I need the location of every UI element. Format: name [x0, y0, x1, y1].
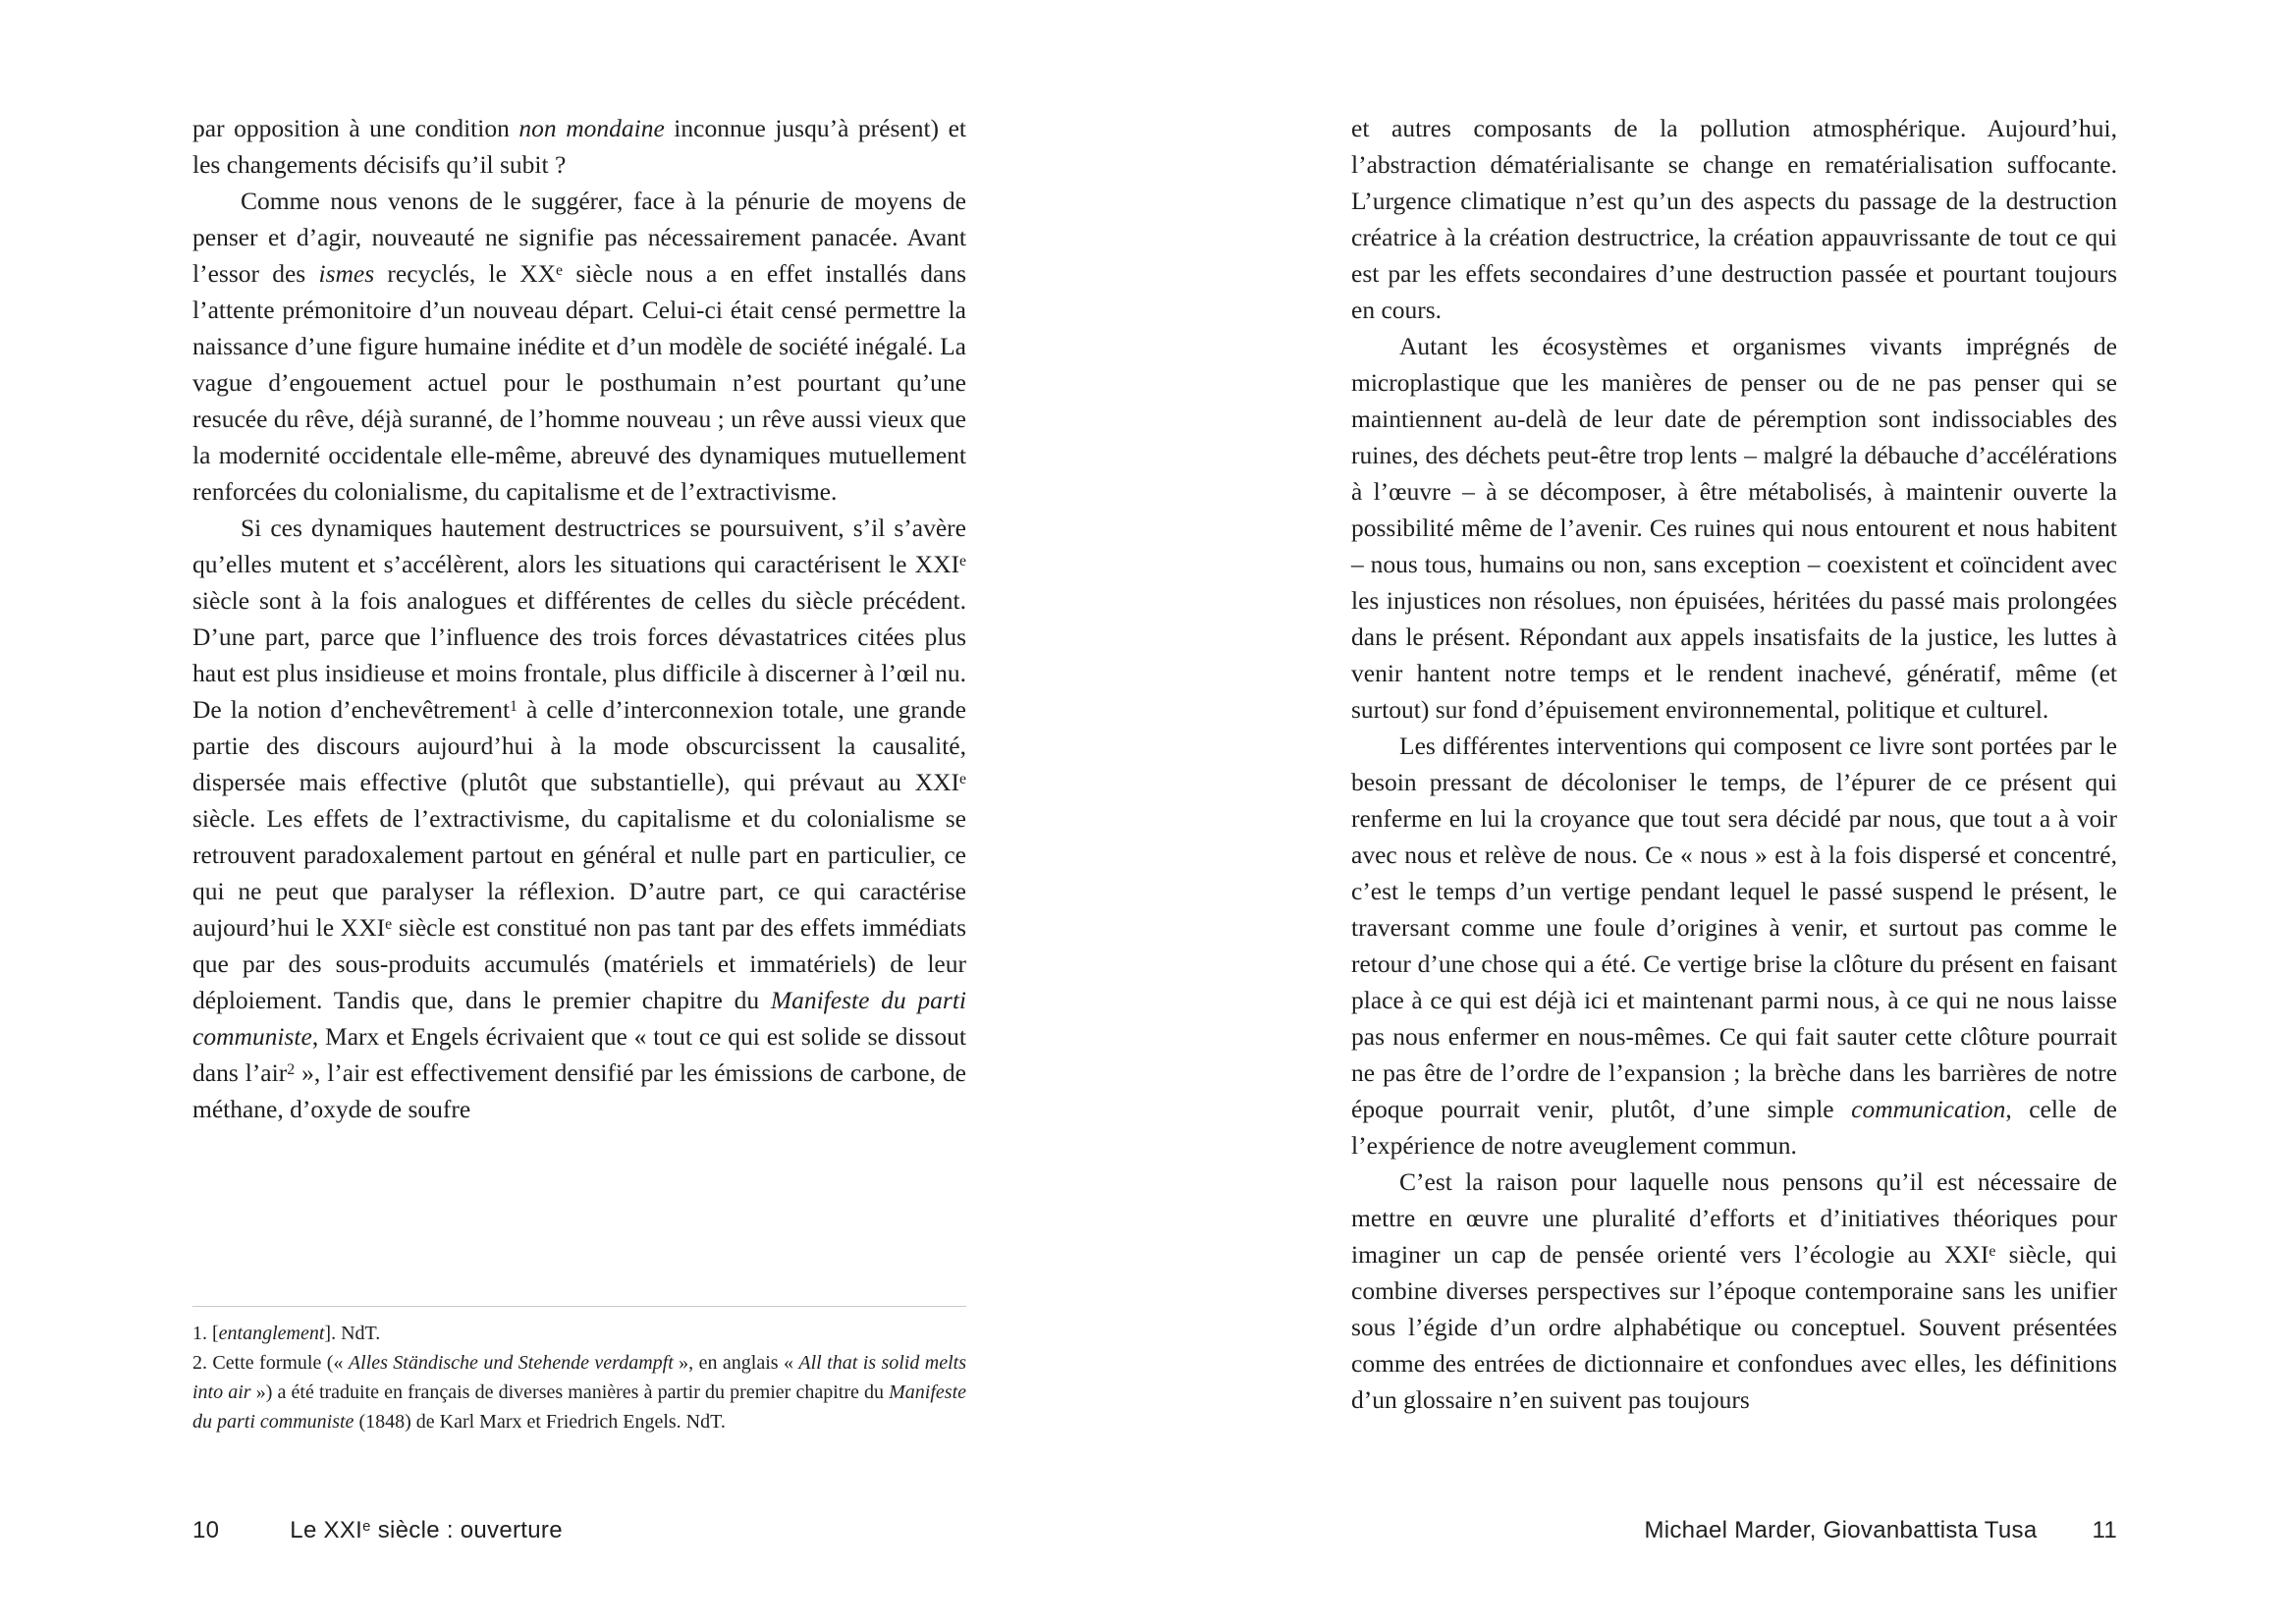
page-number-right: 11	[2092, 1517, 2117, 1543]
body-paragraph	[1351, 728, 2117, 1164]
text-run: ») a été traduite en français de diverses manières à partir du premier chapitre du	[250, 1381, 890, 1403]
italic-run: Alles Ständische und Stehende verdampft	[348, 1352, 674, 1374]
left-running-footer	[192, 1517, 563, 1544]
text-run: , Marx et Engels écrivaient que « tout ce qui est solide se dissout dans l’air	[192, 1022, 966, 1087]
text-run: et autres composants de la pollution atmosphérique. Aujourd’hui, l’abstraction dématérialisante se change en rematérialisation suffocante. L’urgence climatique n’est qu’un des aspects du passage de la destruction créatrice à la création destructrice, la création appauvrissante de tout ce qui est par les effets secondaires d’une destruction passée et pourtant toujours en cours.	[1351, 114, 2117, 324]
text-run: siècle nous a en effet installés dans l’attente prémonitoire d’un nouveau départ. Celui-ci était censé permettre la naissance d’une figure humaine inédite et d’un modèle de société inégalé. La vague d’engouement actuel pour le posthumain n’est pourtant qu’une resucée du rêve, déjà suranné, de l’homme nouveau ; un rêve aussi vieux que la modernité occidentale elle-même, abreuvé des dynamiques mutuellement renforcées du colonialisme, du capitalisme et de l’extractivisme.	[192, 259, 966, 506]
italic-run: Manifeste du parti communiste	[192, 986, 966, 1051]
body-paragraph	[1351, 1164, 2117, 1418]
page-number-left: 10	[192, 1517, 220, 1543]
footnote	[192, 1348, 966, 1436]
body-paragraph	[192, 510, 966, 1127]
text-run: ]. NdT.	[324, 1323, 381, 1344]
text-run: 1. [	[192, 1323, 219, 1344]
right-text-column	[1351, 110, 2117, 1418]
text-run: siècle : ouverture	[370, 1517, 563, 1543]
superscript-run: e	[1989, 1242, 1996, 1260]
text-run: Les différentes interventions qui composent ce livre sont portées par le besoin pressant de décoloniser le temps, de l’épurer de ce présent qui renferme en lui la croyance que tout sera décidé par nous, que tout a à voir avec nous et relève de nous. Ce « nous » est à la fois dispersé et concentré, c’est le temps d’un vertige pendant lequel le passé suspend le présent, le traversant comme une foule d’origines à venir, et surtout pas comme le retour d’une chose qui a été. Ce vertige brise la clôture du présent en faisant place à ce qui est déjà ici et maintenant parmi nous, à ce qui ne nous laisse pas nous enfermer en nous-mêmes. Ce qui fait sauter cette clôture pourrait ne pas être de l’ordre de l’expansion ; la brèche dans les barrières de notre époque pourrait venir, plutôt, d’une simple	[1351, 731, 2117, 1123]
text-run: , celle de l’expérience de notre aveuglement commun.	[1351, 1095, 2117, 1160]
running-title-right: Michael Marder, Giovanbattista Tusa	[1644, 1517, 2038, 1543]
footnotes-block	[192, 1306, 966, 1436]
running-title-left	[290, 1517, 563, 1544]
italic-run: Manifeste du parti communiste	[192, 1381, 967, 1433]
italic-run: communication	[1851, 1095, 2006, 1123]
body-paragraph	[1351, 328, 2117, 728]
text-run: siècle est constitué non pas tant par des effets immédiats que par des sous-produits accumulés (matériels et immatériels) de leur déploiement. Tandis que, dans le premier chapitre du	[192, 913, 966, 1014]
italic-run: non mondaine	[518, 114, 665, 142]
right-running-footer	[1644, 1517, 2117, 1544]
text-run: (1848) de Karl Marx et Friedrich Engels. NdT.	[354, 1411, 726, 1433]
body-paragraph	[192, 110, 966, 183]
italic-run: ismes	[318, 259, 375, 288]
text-run: », en anglais «	[673, 1352, 799, 1374]
superscript-run: e	[958, 552, 966, 569]
footnote	[192, 1319, 966, 1348]
text-run: siècle sont à la fois analogues et différentes de celles du siècle précédent. D’une part, parce que l’influence des trois forces dévastatrices citées plus haut est plus insidieuse et moins frontale, plus difficile à discerner à l’œil nu. De la notion d’enchevêtrement	[192, 586, 966, 724]
text-run: Le XXI	[290, 1517, 363, 1543]
text-run: Autant les écosystèmes et organismes vivants imprégnés de microplastique que les manières de penser ou de ne pas penser qui se maintiennent au-delà de leur date de péremption sont indissociables des ruines, des déchets peut-être trop lents – malgré la débauche d’accélérations à l’œuvre – à se décomposer, à être métabolisés, à maintenir ouverte la possibilité même de l’avenir. Ces ruines qui nous entourent et nous habitent – nous tous, humains ou non, sans exception – coexistent et coïncident avec les injustices non résolues, non épuisées, héritées du passé mais prolongées dans le présent. Répondant aux appels insatisfaits de la justice, les luttes à venir hantent notre temps et le rendent inachevé, génératif, même (et surtout) sur fond d’épuisement environnemental, politique et culturel.	[1351, 332, 2117, 724]
superscript-run: 1	[510, 697, 518, 715]
body-paragraph	[192, 183, 966, 510]
superscript-run: e	[362, 1519, 371, 1536]
text-run: inconnue jusqu’à présent) et les changements décisifs qu’il subit ?	[192, 114, 966, 179]
text-run: recyclés, le XX	[374, 259, 557, 288]
italic-run: All that is solid melts into air	[192, 1352, 966, 1403]
text-run: siècle. Les effets de l’extractivisme, du capitalisme et du colonialisme se retrouvent paradoxalement partout en général et nulle part en particulier, ce qui ne peut que paralyser la réflexion. D’autre part, ce qui caractérise aujourd’hui le XXI	[192, 804, 966, 942]
text-run: siècle, qui combine diverses perspectives sur l’époque contemporaine sans les unifier sous l’égide d’un ordre alphabétique ou conceptuel. Souvent présentées comme des entrées de dictionnaire et confondues avec elles, les définitions d’un glossaire n’en suivent pas toujours	[1351, 1240, 2117, 1414]
text-run: », l’air est effectivement densifié par les émissions de carbone, de méthane, d’oxyde de soufre	[192, 1058, 966, 1123]
text-run: C’est la raison pour laquelle nous pensons qu’il est nécessaire de mettre en œuvre une pluralité d’efforts et d’initiatives théoriques pour imaginer un cap de pensée orienté vers l’écologie au XXI	[1351, 1167, 2117, 1269]
text-run: 2. Cette formule («	[192, 1352, 349, 1374]
text-run: Comme nous venons de le suggérer, face à la pénurie de moyens de penser et d’agir, nouveauté ne signifie pas nécessairement panacée. Avant l’essor des	[192, 187, 966, 288]
superscript-run: 2	[287, 1060, 296, 1078]
superscript-run: e	[385, 915, 393, 933]
text-run: Si ces dynamiques hautement destructrices se poursuivent, s’il s’avère qu’elles mutent et s’accélèrent, alors les situations qui caractérisent le XXI	[192, 514, 966, 578]
left-text-column	[192, 110, 966, 1127]
superscript-run: e	[958, 770, 966, 787]
text-run: à celle d’interconnexion totale, une grande partie des discours aujourd’hui à la mode obscurcissent la causalité, dispersée mais effective (plutôt que substantielle), qui prévaut au XXI	[192, 695, 966, 796]
text-run: par opposition à une condition	[192, 114, 519, 142]
body-paragraph	[1351, 110, 2117, 328]
italic-run: entanglement	[218, 1323, 325, 1344]
footnote-separator-rule	[192, 1306, 966, 1307]
footnotes-list	[192, 1319, 966, 1436]
superscript-run: e	[556, 261, 564, 279]
